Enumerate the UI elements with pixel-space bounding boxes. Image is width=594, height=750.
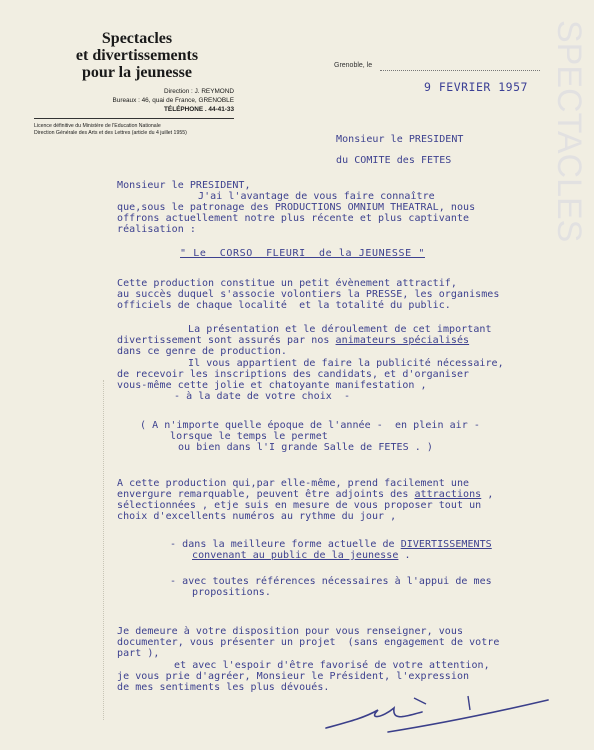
body-line: au succès duquel s'associe volontiers la PRESSE, les organismes [117, 289, 500, 300]
event-title: " Le CORSO FLEURI de la JEUNESSE " [180, 248, 425, 259]
body-line: Cette production constitue un petit évènement attractif, [117, 278, 457, 289]
letterhead-telephone: TÉLÉPHONE . 44-41-33 [164, 106, 234, 113]
body-line: sélectionnées , etje suis en mesure de vous proposer tout un [117, 500, 482, 511]
letterhead-direction: Direction : J. REYMOND [164, 88, 234, 95]
body-line: - avec toutes références nécessaires à l'appui de mes [170, 576, 492, 587]
letterhead-contact [46, 87, 234, 114]
letterhead-title-line3: pour la jeunesse [82, 64, 192, 81]
body-line: Il vous appartient de faire la publicité nécessaire, [188, 358, 504, 369]
margin-guide [103, 380, 112, 720]
body-line: convenant au public de la jeunesse . [192, 550, 411, 561]
body-line: part ), [117, 648, 160, 659]
letterhead-title-line2: et divertissements [75, 47, 199, 64]
signature-mark [318, 688, 558, 740]
place-label: Grenoble, le [334, 62, 373, 69]
body-line: - à la date de votre choix - [174, 391, 351, 402]
body-line: réalisation : [117, 224, 196, 235]
body-line: ( A n'importe quelle époque de l'année - en plein air - [140, 420, 480, 431]
body-line: propositions. [192, 587, 271, 598]
body-line: que,sous le patronage des PRODUCTIONS OMNIUM THEATRAL, nous [117, 202, 476, 213]
recipient-line1: Monsieur le PRESIDENT [336, 134, 464, 145]
body-line: de mes sentiments les plus dévoués. [117, 682, 330, 693]
body-line: et avec l'espoir d'être favorisé de votre attention, [174, 660, 490, 671]
body-line: offrons actuellement notre plus récente et plus captivante [117, 213, 470, 224]
letterhead-divider [34, 118, 234, 119]
body-line: de recevoir les inscriptions des candidats, et d'organiser [117, 369, 470, 380]
body-line: lorsque le temps le permet [170, 431, 328, 442]
body-line: - dans la meilleure forme actuelle de DIVERTISSEMENTS [170, 539, 492, 550]
body-line: officiels de chaque localité et la totalité du public. [117, 300, 451, 311]
letterhead-bureaux: Bureaux : 46, quai de France, GRENOBLE [112, 97, 234, 104]
watermark-stamp: SPECTACLES [550, 20, 588, 243]
body-line: divertissement sont assurés par nos animateurs spécialisés [117, 335, 470, 346]
body-line: dans ce genre de production. [117, 346, 287, 357]
body-line: documenter, vous présenter un projet (sans engagement de votre [117, 637, 500, 648]
body-line: Je demeure à votre disposition pour vous renseigner, vous [117, 626, 464, 637]
letterhead-title [46, 30, 228, 81]
recipient-line2: du COMITE des FETES [336, 155, 452, 166]
body-line: A cette production qui,par elle-même, prend facilement une [117, 478, 470, 489]
licence-line2: Direction Générale des Arts et des Lettres (article du 4 juillet 1955) [34, 130, 187, 136]
letterhead [34, 30, 276, 137]
body-line: envergure remarquable, peuvent être adjoints des attractions , [117, 489, 494, 500]
letterhead-licence [34, 123, 276, 137]
letter-date: 9 FEVRIER 1957 [424, 80, 528, 94]
body-line: vous-même cette jolie et chatoyante manifestation , [117, 380, 427, 391]
date-line [380, 70, 540, 71]
licence-line1: Licence définitive du Ministère de l'Education Nationale [34, 123, 161, 129]
body-line: La présentation et le déroulement de cet important [188, 324, 492, 335]
letterhead-title-line1: Spectacles [101, 30, 173, 47]
body-line: ou bien dans l'I grande Salle de FETES . ) [178, 442, 433, 453]
body-line: je vous prie d'agréer, Monsieur le Président, l'expression [117, 671, 470, 682]
body-line: J'ai l'avantage de vous faire connaître [198, 191, 435, 202]
body-line: choix d'excellents numéros au rythme du jour , [117, 511, 397, 522]
body-line: Monsieur le PRESIDENT, [117, 180, 251, 191]
